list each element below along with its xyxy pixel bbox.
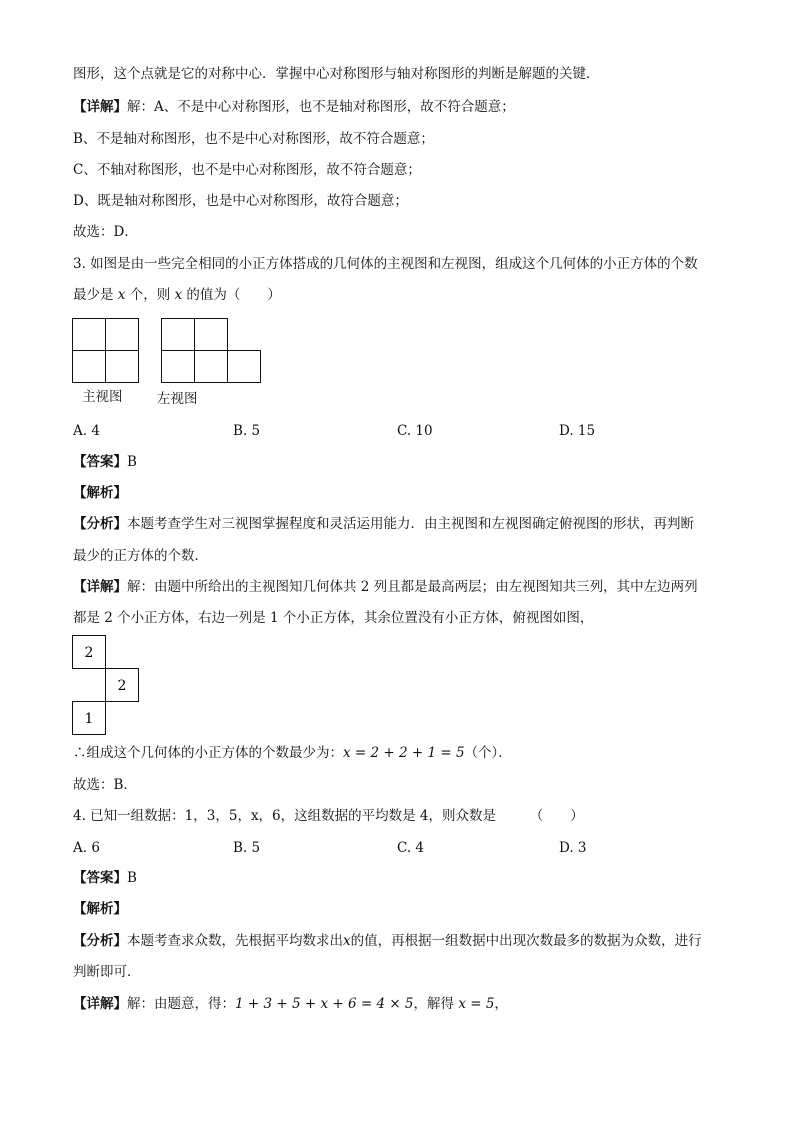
option-b: B. 5 (233, 423, 261, 439)
option-b: B. 5 (233, 840, 261, 856)
analysis-label: 【解析】 (73, 901, 127, 917)
text-fragment: 最少是 (73, 287, 118, 303)
fenxi-text: 本题考查求众数，先根据平均数求出 (127, 933, 343, 949)
fenxi-tag: 【分析】 (73, 933, 127, 949)
cell-count: 2 (117, 678, 127, 694)
conclusion-line (73, 743, 512, 763)
answer-line (73, 868, 137, 888)
detail-line-cont: 都是 2 个小正方体，右边一列是 1 个小正方体，其余位置没有小正方体，俯视图如图， (73, 610, 594, 626)
left-view-label: 左视图 (157, 391, 198, 407)
front-view-cell (73, 351, 106, 383)
text-fragment: 的值为（ ） (182, 287, 281, 303)
front-view-cell (106, 351, 139, 383)
detail-text: 解：由题意，得： (127, 996, 235, 1012)
text-line: 图形，这个点就是它的对称中心．掌握中心对称图形与轴对称图形的判断是解题的关键． (73, 66, 600, 82)
detail-text: ，解得 (413, 996, 459, 1012)
fenxi-text: 的值，再根据一组数据中出现次数最多的数据为众数，进行 (350, 933, 702, 949)
detail-text: 解：A、不是中心对称图形，也不是轴对称图形，故不符合题意； (127, 99, 515, 115)
option-c: C. 4 (397, 840, 425, 856)
fenxi-line (73, 931, 702, 951)
conclusion-text: ∴组成这个几何体的小正方体的个数最少为： (73, 745, 343, 761)
math-equation: 1 + 3 + 5 + x + 6 = 4 × 5 (235, 996, 414, 1012)
fenxi-tag: 【分析】 (73, 516, 127, 532)
fenxi-text: 本题考查学生对三视图掌握程度和灵活运用能力．由主视图和左视图确定俯视图的形状，再判断 (127, 516, 694, 532)
top-view-figure (60, 630, 160, 740)
detail-line (73, 97, 515, 117)
left-view-cell (228, 351, 261, 383)
front-view-cell (106, 319, 139, 351)
math-var: x (117, 287, 126, 303)
conclusion-text: （个）． (464, 745, 512, 761)
left-view-cell (195, 351, 228, 383)
answer-line (73, 452, 137, 472)
option-a: A. 6 (73, 840, 100, 856)
left-view-cell (162, 319, 195, 351)
math-var: x (174, 287, 183, 303)
option-a: A. 4 (73, 423, 100, 439)
left-view-cell (195, 319, 228, 351)
answer-value: B (127, 870, 137, 886)
detail-line (73, 577, 698, 597)
detail-text: 解：由题中所给出的主视图知几何体共 2 列且都是最高两层；由左视图知共三列，其中左边两列 (127, 579, 698, 595)
option-d: D. 15 (559, 423, 596, 439)
cell-count: 1 (84, 711, 94, 727)
analysis-tag (73, 483, 127, 503)
question-3-text: 3. 如图是由一些完全相同的小正方体搭成的几何体的主视图和左视图，组成这个几何体的小正方体的个数 (73, 256, 698, 272)
text-line: D、既是轴对称图形，也是中心对称图形，故符合题意； (73, 193, 408, 209)
math-solution: x = 5 (458, 996, 495, 1012)
fenxi-line-cont: 最少的正方体的个数． (73, 548, 208, 564)
answer-value: B (127, 454, 137, 470)
text-line: B、不是轴对称图形，也不是中心对称图形，故不符合题意； (73, 131, 434, 147)
fenxi-line-cont: 判断即可． (73, 964, 141, 980)
text-line: 故选：D． (73, 224, 138, 240)
front-view-label: 主视图 (82, 389, 123, 405)
choose-line: 故选：B． (73, 777, 137, 793)
analysis-label: 【解析】 (73, 485, 127, 501)
math-equation: x = 2 + 2 + 1 = 5 (343, 745, 465, 761)
detail-text: ， (494, 996, 508, 1012)
option-d: D. 3 (559, 840, 587, 856)
question-3-text-cont (73, 285, 281, 305)
front-view-cell (73, 319, 106, 351)
question-4-text: 4. 已知一组数据：1，3，5，x，6，这组数据的平均数是 4，则众数是 （ ） (73, 808, 584, 824)
detail-line (73, 994, 508, 1014)
cell-count: 2 (84, 645, 94, 661)
analysis-tag (73, 899, 127, 919)
text-fragment: 个，则 (125, 287, 175, 303)
answer-tag: 【答案】 (73, 454, 127, 470)
math-var: x (343, 933, 351, 949)
detail-tag: 【详解】 (73, 579, 127, 595)
text-line: C、不轴对称图形，也不是中心对称图形，故不符合题意； (73, 162, 421, 178)
left-view-cell (162, 351, 195, 383)
option-c: C. 10 (397, 423, 433, 439)
answer-tag: 【答案】 (73, 870, 127, 886)
detail-tag: 【详解】 (73, 99, 127, 115)
fenxi-line (73, 514, 694, 534)
detail-tag: 【详解】 (73, 996, 127, 1012)
